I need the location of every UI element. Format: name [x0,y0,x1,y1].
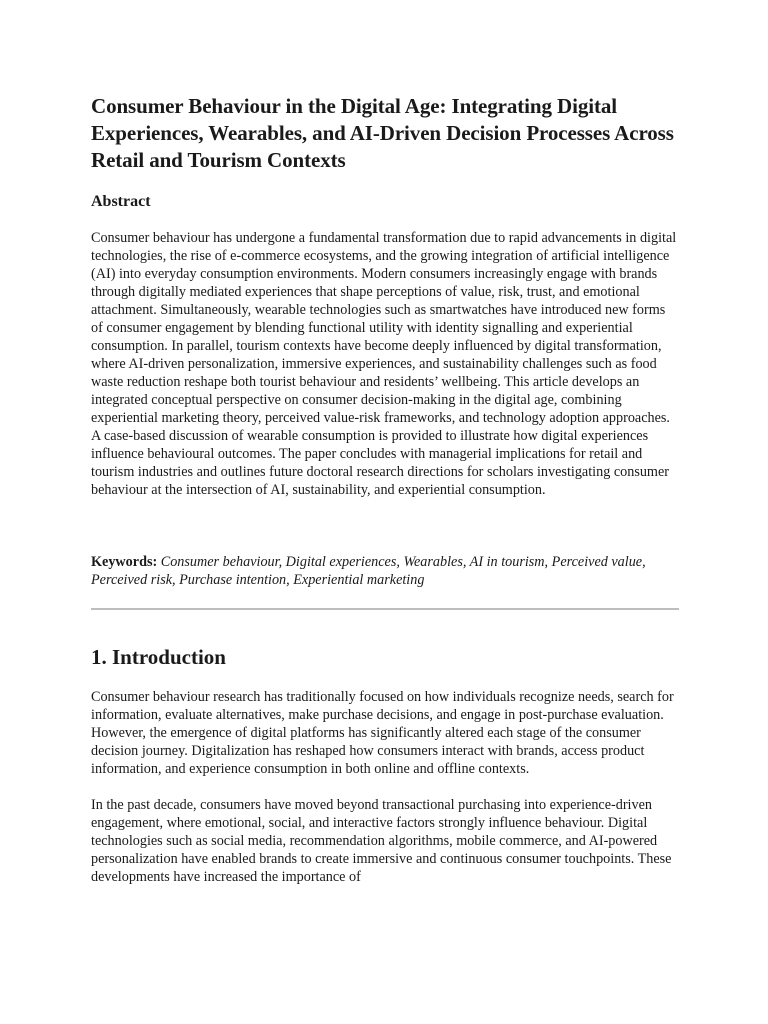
paper-page [91,93,679,886]
keywords-list: Consumer behaviour, Digital experiences, Wearables, AI in tourism, Perceived value, Perceived risk, Purchase intention, Experiential marketing [91,554,646,588]
keywords-label: Keywords: [91,554,158,570]
body-paragraph: In the past decade, consumers have moved beyond transactional purchasing into experience-driven engagement, where emotional, social, and interactive factors strongly influence behaviour. Digital technologies such as social media, recommendation algorithms, mobile commerce, and AI-powered personalization have enabled brands to create immersive and continuous consumer touchpoints. These developments have increased the importance of [91,797,672,885]
section-title-introduction: 1. Introduction [91,645,226,669]
body-paragraph: Consumer behaviour research has traditionally focused on how individuals recognize needs, search for information, evaluate alternatives, make purchase decisions, and engage in post-purchase evaluation. However, the emergence of digital platforms has significantly altered each stage of the consumer decision journey. Digitalization has reshaped how consumers interact with brands, access product information, and experience consumption in both online and offline contexts. [91,689,674,777]
abstract-heading: Abstract [91,193,151,210]
paper-title: Consumer Behaviour in the Digital Age: Integrating Digital Experiences, Wearables, and AI-Driven Decision Processes Across Retail and Tourism Contexts [91,94,674,172]
abstract-text: Consumer behaviour has undergone a fundamental transformation due to rapid advancements in digital technologies, the rise of e-commerce ecosystems, and the growing integration of artificial intelligence (AI) into everyday consumption environments. Modern consumers increasingly engage with brands through digitally mediated experiences that shape perceptions of value, risk, trust, and emotional attachment. Simultaneously, wearable technologies such as smartwatches have introduced new forms of consumer engagement by blending functional utility with identity signalling and experiential consumption. In parallel, tourism contexts have become deeply influenced by digital transformation, where AI-driven personalization, immersive experiences, and sustainability challenges such as food waste reduction reshape both tourist behaviour and residents’ wellbeing. This article develops an integrated conceptual perspective on consumer decision-making in the digital age, combining experiential marketing theory, perceived value-risk frameworks, and technology adoption approaches. A case-based discussion of wearable consumption is provided to illustrate how digital experiences influence behavioural outcomes. The paper concludes with managerial implications for retail and tourism industries and outlines future doctoral research directions for scholars investigating consumer behaviour at the intersection of AI, sustainability, and experiential consumption. [91,230,677,498]
section-divider [91,608,679,610]
keywords [91,553,679,589]
